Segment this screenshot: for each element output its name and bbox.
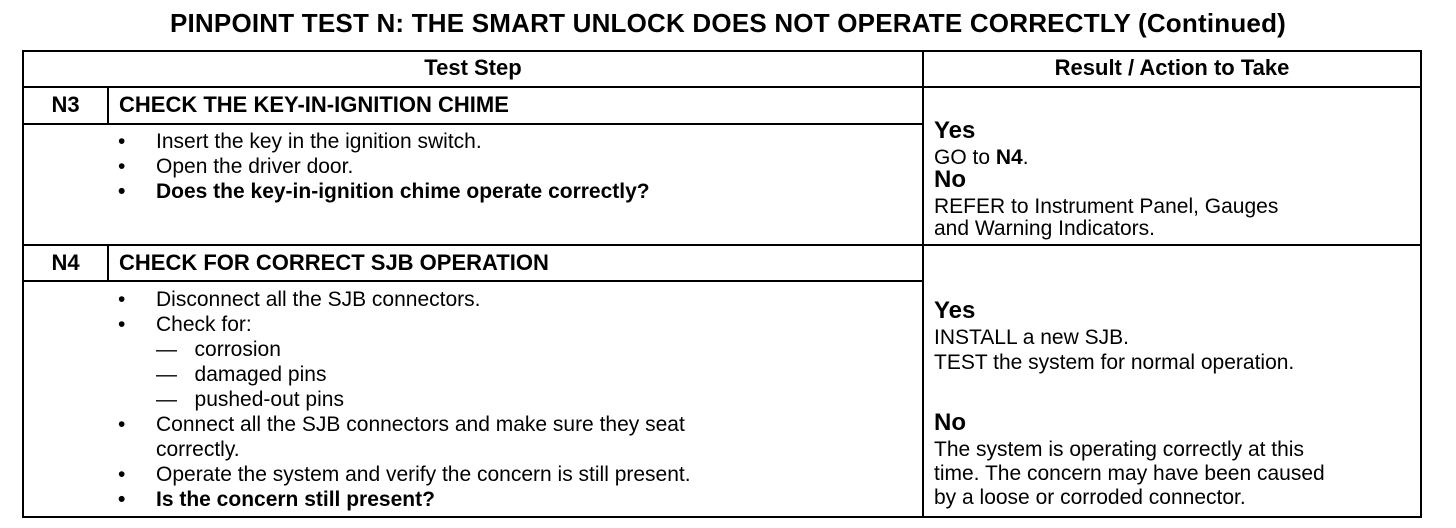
n4-yes-action-line2: TEST the system for normal operation. bbox=[934, 351, 1295, 374]
n4-subitem-2: — damaged pins bbox=[156, 363, 327, 386]
n4-no-action-line2: time. The concern may have been caused bbox=[934, 462, 1325, 485]
n3-yes-label: Yes bbox=[934, 117, 976, 144]
bullet-icon: • bbox=[118, 155, 126, 178]
bullet-icon: • bbox=[118, 488, 126, 511]
n4-subitem-3: — pushed-out pins bbox=[156, 388, 344, 411]
n3-heading-divider bbox=[24, 123, 922, 125]
bullet-icon: • bbox=[118, 130, 126, 153]
n3-yes-action: GO to N4. bbox=[934, 146, 1029, 169]
n4-yes-action-line1: INSTALL a new SJB. bbox=[934, 326, 1129, 349]
step-separator bbox=[24, 244, 1420, 246]
bullet-icon: • bbox=[118, 413, 126, 436]
n3-no-action-line1: REFER to Instrument Panel, Gauges bbox=[934, 195, 1279, 218]
page-title: PINPOINT TEST N: THE SMART UNLOCK DOES NOT OPERATE CORRECTLY (Continued) bbox=[169, 8, 1287, 38]
step-id-n4: N4 bbox=[51, 250, 80, 275]
n4-no-label: No bbox=[934, 409, 966, 436]
n4-no-action-line3: by a loose or corroded connector. bbox=[934, 486, 1246, 509]
n3-no-label: No bbox=[934, 166, 966, 193]
bullet-icon: • bbox=[118, 180, 126, 203]
pinpoint-test-table: Test Step Result / Action to Take N3 CHECK THE KEY-IN-IGNITION CHIME • Insert the key in the ignition switch. • Open the driver door. • Does the key-in-ignition chime operate correctly? Yes GO to N4. No REFER to Instrument Panel, Gauges and Warning Indicators. N4 CHECK FOR CORRECT SJB OPERATION • Disconnect all the SJB connectors. • Check for: — corrosion — damaged pins — pushed-out pins • Connect all the SJB connectors and make sure they seat correctly. • Operate the system and verify the concern is still present. • Is the concern still present? Yes INSTALL a new SJB. TEST the system for normal operation. No The system is operating correctly at this time. The concern may have been caused by a loose or corroded connector. bbox=[22, 50, 1422, 518]
bullet-icon: • bbox=[118, 288, 126, 311]
step-heading-n4: CHECK FOR CORRECT SJB OPERATION bbox=[119, 250, 549, 275]
step-id-n3: N3 bbox=[51, 92, 80, 117]
n4-yes-label: Yes bbox=[934, 297, 976, 324]
result-header: Result / Action to Take bbox=[1054, 55, 1290, 80]
column-divider bbox=[922, 52, 924, 516]
n4-no-action-line1: The system is operating correctly at this bbox=[934, 438, 1304, 461]
n3-id-divider bbox=[107, 88, 109, 124]
bullet-icon: • bbox=[118, 463, 126, 486]
header-divider bbox=[24, 86, 1420, 88]
step-heading-n3: CHECK THE KEY-IN-IGNITION CHIME bbox=[119, 92, 509, 117]
bullet-icon: • bbox=[118, 313, 126, 336]
n4-id-divider bbox=[107, 246, 109, 281]
n4-subitem-1: — corrosion bbox=[156, 338, 281, 361]
test-step-header: Test Step bbox=[424, 55, 522, 80]
n3-no-action-line2: and Warning Indicators. bbox=[934, 217, 1156, 240]
n4-heading-divider bbox=[24, 280, 922, 282]
